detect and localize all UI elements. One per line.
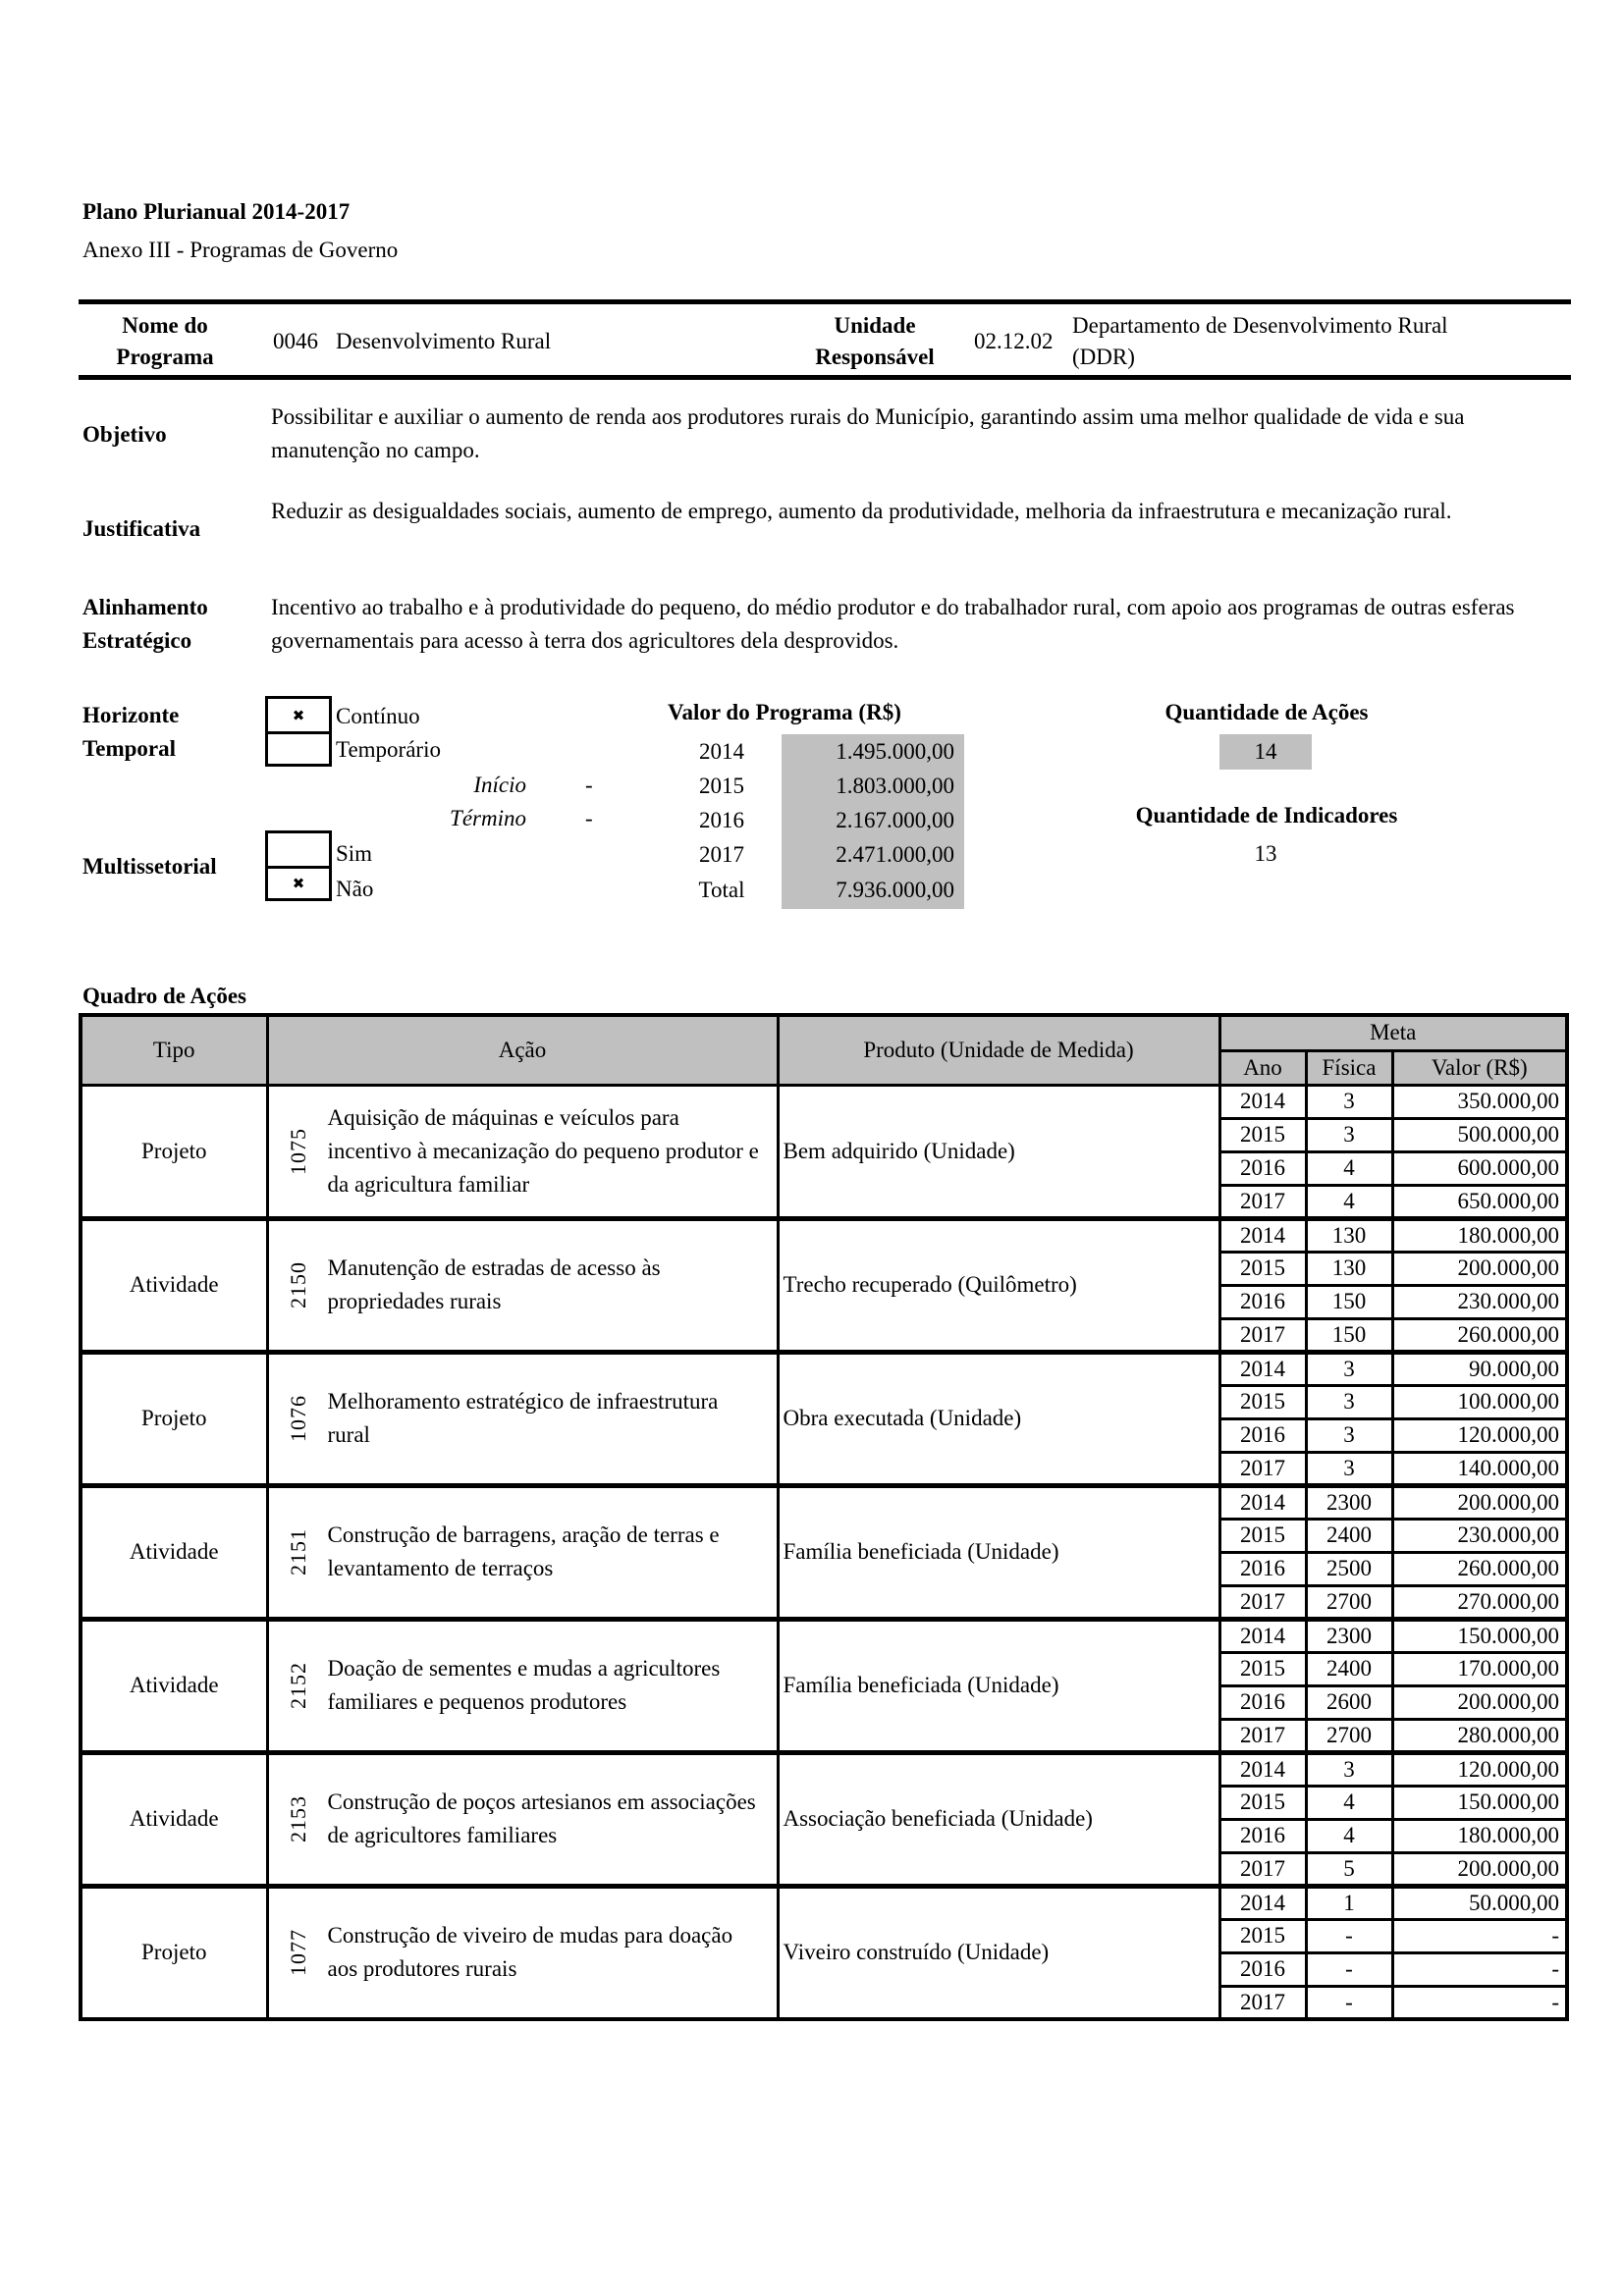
sim-label: Sim: [336, 841, 373, 866]
continuo-checkbox[interactable]: ✖: [292, 706, 305, 724]
termino-label: Término: [450, 806, 526, 830]
valor-amount: 2.167.000,00: [836, 808, 954, 832]
acao-wrap: [269, 1652, 777, 1719]
alinhamento-label-line2: Estratégico: [82, 628, 192, 653]
acao-code-cell: [269, 1528, 328, 1575]
meta-valor: 180.000,00: [1392, 1218, 1567, 1252]
meta-fisica: 3: [1306, 1118, 1392, 1151]
meta-ano: 2017: [1219, 1585, 1306, 1619]
table-row: [81, 1752, 1567, 1786]
acao-wrap: [269, 1919, 777, 1986]
objetivo-text: Possibilitar e auxiliar o aumento de renda aos produtores rurais do Município, garantindo assim uma melhor qualidade de vida e sua manutenção no campo.: [271, 404, 1465, 462]
meta-ano: 2014: [1219, 1352, 1306, 1385]
acao-code-cell: [269, 1662, 328, 1709]
meta-valor: 230.000,00: [1392, 1519, 1567, 1552]
acao-cell: [267, 1085, 778, 1218]
acao-tipo: Projeto: [81, 1352, 267, 1485]
acao-descricao: Manutenção de estradas de acesso às propriedades rurais: [327, 1255, 661, 1313]
meta-ano: 2015: [1219, 1385, 1306, 1418]
meta-ano: 2015: [1219, 1652, 1306, 1685]
meta-fisica: 3: [1306, 1452, 1392, 1485]
meta-fisica: 2300: [1306, 1619, 1392, 1652]
meta-valor: 120.000,00: [1392, 1752, 1567, 1786]
document-title: Plano Plurianual 2014-2017: [82, 199, 351, 224]
meta-fisica: 4: [1306, 1819, 1392, 1852]
meta-ano: 2017: [1219, 1719, 1306, 1752]
meta-ano: 2014: [1219, 1085, 1306, 1118]
acao-tipo: Atividade: [81, 1752, 267, 1886]
unit-code: 02.12.02: [974, 329, 1054, 353]
meta-fisica: 1: [1306, 1886, 1392, 1919]
table-row: [81, 1886, 1567, 1919]
meta-fisica: 2400: [1306, 1652, 1392, 1685]
meta-fisica: -: [1306, 1919, 1392, 1952]
meta-ano: 2016: [1219, 1285, 1306, 1318]
meta-fisica: 150: [1306, 1285, 1392, 1318]
program-name-label-line2: Programa: [116, 345, 214, 369]
table-row: [81, 1218, 1567, 1252]
termino-value: -: [585, 806, 593, 830]
valor-amount: 2.471.000,00: [836, 842, 954, 867]
acao-code: 2151: [285, 1528, 310, 1575]
program-code: 0046: [273, 329, 318, 353]
quantidade-acoes-label: Quantidade de Ações: [1164, 700, 1369, 724]
header-ano: Ano: [1219, 1050, 1306, 1085]
alinhamento-text: Incentivo ao trabalho e à produtividade do pequeno, do médio produtor e do trabalhador rural, com apoio aos programas de outras esferas governamentais para acesso à terra dos agricultores dela desprovidos.: [271, 595, 1515, 653]
meta-fisica: 2700: [1306, 1719, 1392, 1752]
acao-tipo: Atividade: [81, 1218, 267, 1352]
justificativa-label: Justificativa: [82, 516, 201, 541]
header-acao: Ação: [267, 1015, 778, 1085]
table-row: [81, 1352, 1567, 1385]
acao-cell: [267, 1352, 778, 1485]
program-name-label-line1: Nome do: [122, 313, 208, 338]
header-tipo: Tipo: [81, 1015, 267, 1085]
meta-ano: 2014: [1219, 1619, 1306, 1652]
alinhamento-label-line1: Alinhamento: [82, 595, 208, 619]
acao-descricao: Aquisição de máquinas e veículos para incentivo à mecanização do pequeno produtor e da agricultura familiar: [327, 1104, 759, 1197]
meta-valor: 180.000,00: [1392, 1819, 1567, 1852]
justificativa-text: Reduzir as desigualdades sociais, aumento de emprego, aumento da produtividade, melhoria da infraestrutura e mecanização rural.: [271, 499, 1452, 523]
table-row: [81, 1619, 1567, 1652]
program-header: [79, 299, 1571, 380]
acao-descricao: Melhoramento estratégico de infraestrutura rural: [327, 1389, 719, 1447]
meta-ano: 2016: [1219, 1552, 1306, 1585]
horizonte-label-line2: Temporal: [82, 736, 176, 761]
meta-valor: 150.000,00: [1392, 1786, 1567, 1819]
sim-checkbox[interactable]: [268, 833, 329, 866]
horizonte-checkbox-group: [265, 696, 332, 767]
inicio-value: -: [585, 773, 593, 797]
acao-code-cell: [269, 1127, 328, 1175]
quantidade-indicadores-value: 13: [1254, 841, 1277, 866]
meta-valor: 230.000,00: [1392, 1285, 1567, 1318]
meta-ano: 2016: [1219, 1819, 1306, 1852]
unit-name-line2: (DDR): [1072, 345, 1135, 369]
acao-descricao: Doação de sementes e mudas a agricultores familiares e pequenos produtores: [327, 1656, 721, 1714]
meta-valor: 120.000,00: [1392, 1418, 1567, 1452]
meta-valor: -: [1392, 1986, 1567, 2019]
multissetorial-checkbox-group: [265, 830, 332, 901]
meta-fisica: 4: [1306, 1185, 1392, 1218]
meta-valor: -: [1392, 1952, 1567, 1986]
acao-wrap: [269, 1519, 777, 1585]
meta-valor: 150.000,00: [1392, 1619, 1567, 1652]
valor-total-amount: 7.936.000,00: [836, 878, 954, 902]
meta-valor: 600.000,00: [1392, 1151, 1567, 1185]
meta-fisica: 4: [1306, 1786, 1392, 1819]
meta-valor: 270.000,00: [1392, 1585, 1567, 1619]
meta-ano: 2014: [1219, 1218, 1306, 1252]
table-row: [81, 1085, 1567, 1118]
meta-ano: 2017: [1219, 1986, 1306, 2019]
acao-descricao: Construção de barragens, aração de terras e levantamento de terraços: [327, 1522, 720, 1580]
meta-fisica: 2700: [1306, 1585, 1392, 1619]
meta-ano: 2015: [1219, 1919, 1306, 1952]
meta-valor: 260.000,00: [1392, 1552, 1567, 1585]
meta-fisica: 130: [1306, 1218, 1392, 1252]
table-row: [81, 1485, 1567, 1519]
acao-wrap: [269, 1252, 777, 1318]
meta-valor: 260.000,00: [1392, 1318, 1567, 1352]
meta-valor: 200.000,00: [1392, 1485, 1567, 1519]
meta-valor: 350.000,00: [1392, 1085, 1567, 1118]
temporario-label: Temporário: [336, 737, 441, 762]
meta-fisica: 3: [1306, 1752, 1392, 1786]
meta-valor: 200.000,00: [1392, 1252, 1567, 1285]
meta-valor: 140.000,00: [1392, 1452, 1567, 1485]
acao-tipo: Projeto: [81, 1886, 267, 2019]
acao-produto: Família beneficiada (Unidade): [778, 1619, 1219, 1752]
acao-code-cell: [269, 1929, 328, 1977]
meta-fisica: 3: [1306, 1352, 1392, 1385]
quantidade-indicadores-label: Quantidade de Indicadores: [1135, 803, 1398, 828]
alinhamento-label: [82, 591, 208, 658]
meta-valor: 200.000,00: [1392, 1685, 1567, 1719]
meta-fisica: 150: [1306, 1318, 1392, 1352]
header-meta: Meta: [1219, 1015, 1567, 1050]
meta-ano: 2016: [1219, 1418, 1306, 1452]
acoes-table: [79, 1013, 1569, 2021]
meta-fisica: 3: [1306, 1085, 1392, 1118]
meta-valor: 650.000,00: [1392, 1185, 1567, 1218]
program-name-label: [96, 310, 234, 373]
meta-valor: 280.000,00: [1392, 1719, 1567, 1752]
meta-fisica: 5: [1306, 1852, 1392, 1886]
nao-checkbox[interactable]: ✖: [268, 866, 329, 898]
acao-code: 2153: [285, 1795, 310, 1842]
meta-fisica: 4: [1306, 1151, 1392, 1185]
inicio-label: Início: [473, 773, 526, 797]
meta-valor: 200.000,00: [1392, 1852, 1567, 1886]
meta-fisica: 2600: [1306, 1685, 1392, 1719]
valor-programa-heading: Valor do Programa (R$): [668, 700, 901, 724]
acao-code: 1076: [285, 1395, 310, 1442]
acao-wrap: [269, 1786, 777, 1852]
meta-valor: 50.000,00: [1392, 1886, 1567, 1919]
header-produto: Produto (Unidade de Medida): [778, 1015, 1219, 1085]
meta-ano: 2014: [1219, 1485, 1306, 1519]
acao-tipo: Atividade: [81, 1619, 267, 1752]
meta-valor: 100.000,00: [1392, 1385, 1567, 1418]
meta-ano: 2015: [1219, 1786, 1306, 1819]
meta-ano: 2014: [1219, 1752, 1306, 1786]
unit-label: [791, 310, 958, 373]
acao-produto: Associação beneficiada (Unidade): [778, 1752, 1219, 1886]
meta-fisica: 3: [1306, 1418, 1392, 1452]
meta-fisica: -: [1306, 1952, 1392, 1986]
acao-code-cell: [269, 1795, 328, 1842]
valor-amount: 1.495.000,00: [836, 739, 954, 764]
unit-name: [1072, 310, 1448, 373]
meta-ano: 2015: [1219, 1519, 1306, 1552]
meta-valor: 170.000,00: [1392, 1652, 1567, 1685]
meta-valor: 500.000,00: [1392, 1118, 1567, 1151]
acao-produto: Viveiro construído (Unidade): [778, 1886, 1219, 2019]
acao-produto: Trecho recuperado (Quilômetro): [778, 1218, 1219, 1352]
horizonte-label-line1: Horizonte: [82, 703, 180, 727]
meta-ano: 2017: [1219, 1452, 1306, 1485]
meta-ano: 2015: [1219, 1118, 1306, 1151]
document-subtitle: Anexo III - Programas de Governo: [82, 238, 399, 262]
acao-cell: [267, 1218, 778, 1352]
meta-ano: 2016: [1219, 1151, 1306, 1185]
acao-descricao: Construção de viveiro de mudas para doação aos produtores rurais: [327, 1923, 733, 1982]
meta-fisica: 2500: [1306, 1552, 1392, 1585]
objetivo-label: Objetivo: [82, 422, 167, 447]
header-fisica: Física: [1306, 1050, 1392, 1085]
acoes-table-body: [81, 1085, 1567, 2019]
valor-year: 2016: [699, 808, 744, 832]
acao-code: 1077: [285, 1929, 310, 1977]
meta-valor: 90.000,00: [1392, 1352, 1567, 1385]
meta-ano: 2017: [1219, 1318, 1306, 1352]
unit-label-line1: Unidade: [834, 313, 916, 338]
meta-fisica: 2300: [1306, 1485, 1392, 1519]
meta-ano: 2016: [1219, 1685, 1306, 1719]
temporario-checkbox[interactable]: [268, 731, 329, 764]
meta-fisica: 130: [1306, 1252, 1392, 1285]
acao-cell: [267, 1752, 778, 1886]
valor-year: 2015: [699, 774, 744, 798]
acao-wrap: [269, 1385, 777, 1452]
valor-total-label: Total: [698, 878, 745, 902]
acao-code: 1075: [285, 1127, 310, 1175]
nao-label: Não: [336, 877, 374, 901]
valor-amount: 1.803.000,00: [836, 774, 954, 798]
acao-code-cell: [269, 1261, 328, 1308]
acao-cell: [267, 1619, 778, 1752]
acao-code: 2150: [285, 1261, 310, 1308]
acao-produto: Obra executada (Unidade): [778, 1352, 1219, 1485]
meta-ano: 2014: [1219, 1886, 1306, 1919]
acao-tipo: Projeto: [81, 1085, 267, 1218]
meta-valor: -: [1392, 1919, 1567, 1952]
program-name: Desenvolvimento Rural: [336, 329, 552, 353]
acao-code: 2152: [285, 1662, 310, 1709]
meta-fisica: 3: [1306, 1385, 1392, 1418]
meta-fisica: 2400: [1306, 1519, 1392, 1552]
quadro-acoes-title: Quadro de Ações: [82, 984, 246, 1008]
unit-label-line2: Responsável: [815, 345, 935, 369]
acao-produto: Família beneficiada (Unidade): [778, 1485, 1219, 1619]
acao-produto: Bem adquirido (Unidade): [778, 1085, 1219, 1218]
valor-year: 2017: [699, 842, 744, 867]
acao-cell: [267, 1485, 778, 1619]
acao-cell: [267, 1886, 778, 2019]
quantidade-acoes-value: 14: [1219, 734, 1312, 770]
meta-ano: 2017: [1219, 1185, 1306, 1218]
acao-tipo: Atividade: [81, 1485, 267, 1619]
valor-year: 2014: [699, 739, 744, 764]
unit-name-line1: Departamento de Desenvolvimento Rural: [1072, 313, 1448, 338]
header-valor: Valor (R$): [1392, 1050, 1567, 1085]
meta-fisica: -: [1306, 1986, 1392, 2019]
meta-ano: 2016: [1219, 1952, 1306, 1986]
continuo-label: Contínuo: [336, 704, 420, 728]
meta-ano: 2015: [1219, 1252, 1306, 1285]
acao-descricao: Construção de poços artesianos em associações de agricultores familiares: [327, 1789, 756, 1847]
acao-code-cell: [269, 1395, 328, 1442]
horizonte-label: [82, 699, 179, 766]
acao-wrap: [269, 1101, 777, 1201]
meta-ano: 2017: [1219, 1852, 1306, 1886]
multissetorial-label: Multissetorial: [82, 854, 217, 879]
